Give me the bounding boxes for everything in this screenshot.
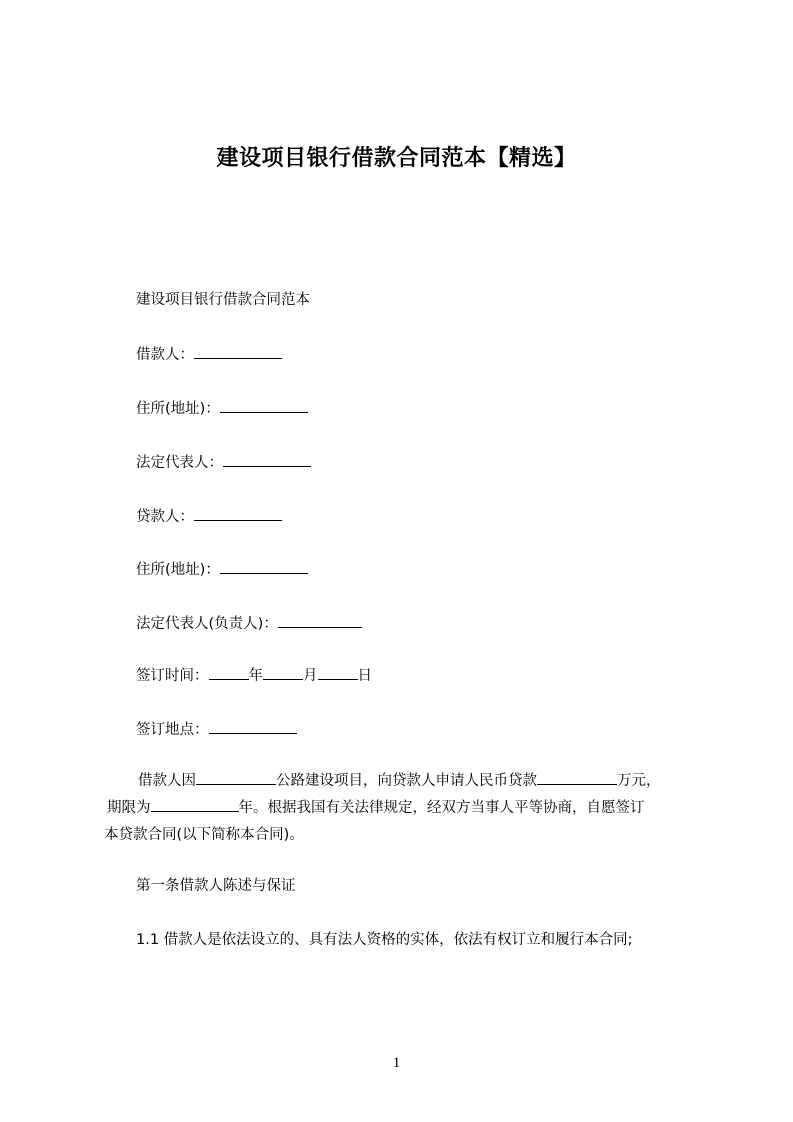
intro-line-1 xyxy=(104,768,716,795)
month-blank xyxy=(263,665,303,680)
lender-label: 贷款人： xyxy=(136,509,194,525)
borrower-address-field xyxy=(136,398,308,419)
intro-text-5: 年。根据我国有关法律规定，经双方当事人平等协商，自愿签订 xyxy=(238,800,645,816)
intro-text-1: 借款人因 xyxy=(138,773,196,789)
borrower-legal-rep-label: 法定代表人： xyxy=(136,455,223,471)
borrower-label: 借款人： xyxy=(136,347,194,363)
intro-line-3: 本贷款合同(以下简称本合同)。 xyxy=(104,827,304,843)
borrower-address-label: 住所(地址)： xyxy=(136,401,220,417)
borrower-blank xyxy=(194,344,282,359)
sign-place-field xyxy=(136,719,297,740)
sign-place-label: 签订地点： xyxy=(136,722,209,738)
sign-place-blank xyxy=(209,719,297,734)
lender-address-blank xyxy=(220,559,308,574)
borrower-legal-rep-blank xyxy=(223,452,311,467)
year-label: 年 xyxy=(248,668,263,684)
year-blank xyxy=(209,665,249,680)
page-number: 1 xyxy=(392,1055,401,1071)
intro-line-2 xyxy=(104,795,716,822)
day-label: 日 xyxy=(357,668,372,684)
document-subtitle: 建设项目银行借款合同范本 xyxy=(136,292,310,308)
term-blank xyxy=(151,797,239,812)
clause-1-1: 1.1 借款人是依法设立的、具有法人资格的实体，依法有权订立和履行本合同; xyxy=(136,932,633,948)
project-blank xyxy=(196,770,276,785)
intro-text-4: 期限为 xyxy=(107,800,151,816)
lender-legal-rep-blank xyxy=(278,613,362,628)
day-blank xyxy=(318,665,358,680)
article-1-heading: 第一条借款人陈述与保证 xyxy=(136,878,296,894)
lender-address-field xyxy=(136,559,308,580)
borrower-field xyxy=(136,344,282,365)
lender-blank xyxy=(194,506,282,521)
month-label: 月 xyxy=(303,668,318,684)
sign-time-label: 签订时间： xyxy=(136,668,209,684)
intro-text-2: 公路建设项目，向贷款人申请人民币贷款 xyxy=(276,773,537,789)
borrower-address-blank xyxy=(220,398,308,413)
lender-address-label: 住所(地址)： xyxy=(136,562,220,578)
intro-text-3: 万元， xyxy=(617,773,661,789)
intro-paragraph xyxy=(104,768,716,849)
document-title: 建设项目银行借款合同范本【精选】 xyxy=(216,146,577,171)
lender-legal-rep-label: 法定代表人(负责人)： xyxy=(136,616,278,632)
sign-time-field xyxy=(136,665,372,686)
amount-blank xyxy=(537,770,617,785)
lender-legal-rep-field xyxy=(136,613,362,634)
borrower-legal-rep-field xyxy=(136,452,311,473)
lender-field xyxy=(136,506,282,527)
